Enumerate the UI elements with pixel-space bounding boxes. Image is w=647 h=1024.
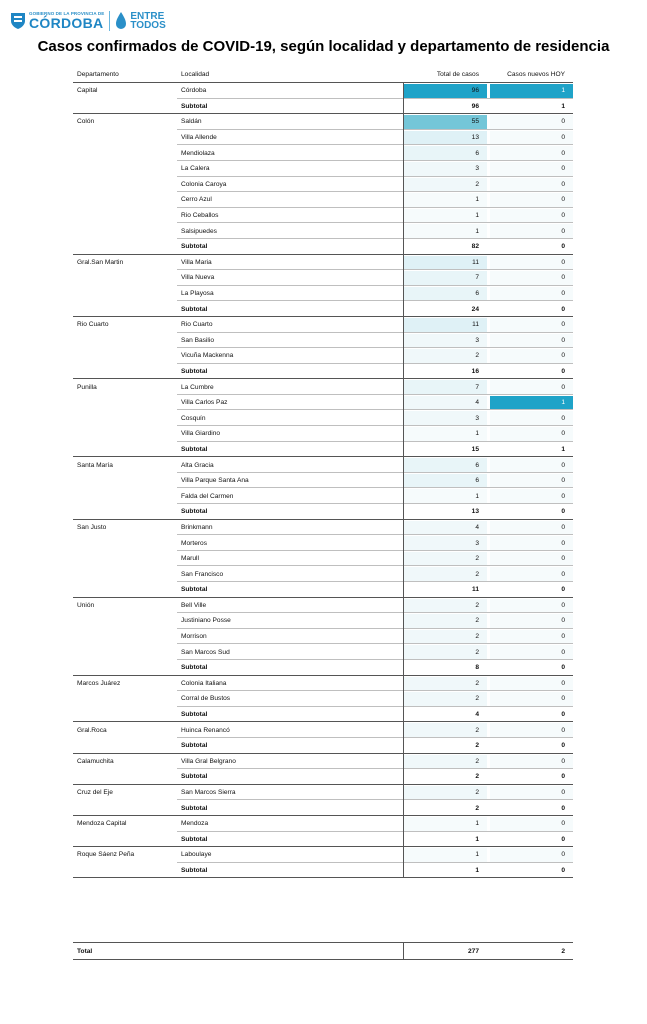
- new-cases: 0: [561, 477, 565, 485]
- page-title: Casos confirmados de COVID-19, según localidad y departamento de residencia: [37, 38, 610, 55]
- subtotal-new: 0: [561, 367, 565, 375]
- department-name: Rio Cuarto: [77, 321, 109, 329]
- table-row: [73, 691, 573, 707]
- subtotal-label: Subtotal: [181, 102, 208, 110]
- table-row: [73, 333, 573, 349]
- header: [10, 8, 166, 34]
- locality-name: Mendiolaza: [181, 149, 215, 157]
- new-cases: 0: [561, 165, 565, 173]
- subtotal-total: 96: [471, 102, 479, 110]
- total-cases: 2: [475, 648, 479, 656]
- total-cases: 1: [475, 430, 479, 438]
- subtotal-row: [73, 504, 573, 520]
- locality-name: Villa Giardino: [181, 430, 221, 438]
- locality-name: Rio Ceballos: [181, 212, 219, 220]
- locality-name: Villa Carlos Paz: [181, 399, 228, 407]
- locality-name: Laboulaye: [181, 851, 212, 859]
- total-cases: 2: [475, 570, 479, 578]
- new-cases: 0: [561, 820, 565, 828]
- new-cases: 0: [561, 430, 565, 438]
- new-cases: 0: [561, 290, 565, 298]
- table-row: [73, 270, 573, 286]
- new-cases: 0: [561, 695, 565, 703]
- locality-name: Vicuña Mackenna: [181, 352, 234, 360]
- subtotal-new: 0: [561, 773, 565, 781]
- new-cases: 0: [561, 633, 565, 641]
- department-name: Gral.Roca: [77, 726, 107, 734]
- subtotal-label: Subtotal: [181, 367, 208, 375]
- subtotal-total: 11: [472, 586, 479, 594]
- new-cases: 0: [561, 789, 565, 797]
- table-row: [73, 613, 573, 629]
- logo-small-text: GOBIERNO DE LA PROVINCIA DE: [29, 10, 105, 16]
- total-cases: 1: [475, 820, 479, 828]
- subtotal-new: 0: [561, 866, 565, 874]
- new-cases: 0: [561, 352, 565, 360]
- total-cases: 2: [475, 757, 479, 765]
- subtotal-row: [73, 99, 573, 115]
- locality-name: Huinca Renancó: [181, 726, 230, 734]
- subtotal-new: 0: [561, 664, 565, 672]
- subtotal-label: Subtotal: [181, 711, 208, 719]
- subtotal-total: 2: [475, 804, 479, 812]
- locality-name: Colonia Italiana: [181, 679, 227, 687]
- table-row: [73, 177, 573, 193]
- locality-name: La Playosa: [181, 290, 214, 298]
- total-cases: 3: [475, 539, 479, 547]
- locality-name: Morrison: [181, 633, 207, 641]
- subtotal-row: [73, 582, 573, 598]
- subtotal-total: 2: [475, 742, 479, 750]
- table-row: [73, 410, 573, 426]
- table-row: [73, 457, 573, 473]
- department-name: Mendoza Capital: [77, 820, 127, 828]
- drop-icon: [115, 11, 127, 31]
- locality-name: Saldán: [181, 118, 202, 126]
- new-cases: 0: [561, 196, 565, 204]
- subtotal-total: 82: [471, 243, 479, 251]
- table-row: [73, 161, 573, 177]
- locality-name: Marull: [181, 555, 199, 563]
- new-cases: 0: [561, 149, 565, 157]
- subtotal-new: 0: [561, 835, 565, 843]
- new-cases: 0: [561, 414, 565, 422]
- locality-name: Mendoza: [181, 820, 209, 828]
- table-header: [73, 67, 573, 83]
- subtotal-total: 15: [471, 445, 479, 453]
- table-row: [73, 754, 573, 770]
- new-cases: 0: [561, 227, 565, 235]
- locality-name: Falda del Carmen: [181, 492, 234, 500]
- subtotal-row: [73, 442, 573, 458]
- table-row: [73, 488, 573, 504]
- table-row: [73, 145, 573, 161]
- total-row: [73, 942, 573, 960]
- subtotal-label: Subtotal: [181, 804, 208, 812]
- cases-table: [73, 67, 573, 878]
- new-cases: 0: [561, 617, 565, 625]
- total-cases: 1: [475, 212, 479, 220]
- subtotal-row: [73, 364, 573, 380]
- department-name: Roque Sáenz Peña: [77, 851, 135, 859]
- new-cases: 0: [561, 274, 565, 282]
- subtotal-label: Subtotal: [181, 773, 208, 781]
- table-row: [73, 286, 573, 302]
- total-cases: 6: [475, 149, 479, 157]
- total-cases: 2: [475, 555, 479, 563]
- new-cases: 0: [561, 118, 565, 126]
- subtotal-new: 0: [561, 711, 565, 719]
- table-row: [73, 676, 573, 692]
- table-row: [73, 551, 573, 567]
- department-name: Santa María: [77, 461, 113, 469]
- logo-divider: [109, 11, 110, 31]
- subtotal-row: [73, 239, 573, 255]
- new-cases: 0: [561, 679, 565, 687]
- table-row: [73, 644, 573, 660]
- subtotal-new: 1: [561, 102, 565, 110]
- total-cases: 3: [475, 414, 479, 422]
- total-cases: 6: [475, 477, 479, 485]
- new-cases: 0: [561, 570, 565, 578]
- locality-name: Cerro Azul: [181, 196, 212, 204]
- header-departamento: Departamento: [77, 71, 119, 78]
- total-cases: 4: [475, 523, 479, 531]
- table-row: [73, 130, 573, 146]
- subtotal-total: 16: [471, 367, 479, 375]
- locality-name: San Francisco: [181, 570, 224, 578]
- new-cases: 0: [561, 180, 565, 188]
- subtotal-label: Subtotal: [181, 445, 208, 453]
- locality-name: Corral de Bustos: [181, 695, 231, 703]
- table-row: [73, 83, 573, 99]
- subtotal-row: [73, 660, 573, 676]
- subtotal-row: [73, 769, 573, 785]
- new-cases: 0: [561, 336, 565, 344]
- subtotal-total: 24: [471, 305, 479, 313]
- subtotal-label: Subtotal: [181, 243, 208, 251]
- subtotal-label: Subtotal: [181, 835, 208, 843]
- table-row: [73, 785, 573, 801]
- table-row: [73, 114, 573, 130]
- subtotal-total: 1: [475, 835, 479, 843]
- locality-name: San Marcos Sud: [181, 648, 230, 656]
- total-cases: 2: [475, 617, 479, 625]
- total-cases: 3: [475, 336, 479, 344]
- locality-name: Salsipuedes: [181, 227, 217, 235]
- table-row: [73, 395, 573, 411]
- total-cases: 2: [475, 180, 479, 188]
- total-cases: 277: [467, 947, 479, 955]
- total-cases: 1: [475, 492, 479, 500]
- total-cases: 2: [475, 633, 479, 641]
- total-cases: 11: [472, 321, 479, 329]
- total-cases: 55: [471, 118, 479, 126]
- department-name: Marcos Juárez: [77, 679, 121, 687]
- total-cases: 3: [475, 165, 479, 173]
- subtotal-new: 0: [561, 305, 565, 313]
- entre-todos-logo: [115, 11, 165, 31]
- department-name: Cruz del Eje: [77, 789, 113, 797]
- subtotal-label: Subtotal: [181, 866, 208, 874]
- subtotal-total: 2: [475, 773, 479, 781]
- subtotal-new: 0: [561, 508, 565, 516]
- subtotal-row: [73, 863, 573, 879]
- locality-name: Villa Nueva: [181, 274, 215, 282]
- department-divider: [73, 877, 573, 878]
- shield-icon: [10, 12, 26, 30]
- new-cases: 0: [561, 461, 565, 469]
- new-cases: 0: [561, 492, 565, 500]
- new-cases: 0: [561, 212, 565, 220]
- table-row: [73, 473, 573, 489]
- table-row: [73, 535, 573, 551]
- new-cases: 0: [561, 648, 565, 656]
- department-name: Colón: [77, 118, 95, 126]
- locality-name: San Marcos Sierra: [181, 789, 236, 797]
- new-cases: 0: [561, 383, 565, 391]
- locality-name: Justiniano Posse: [181, 617, 231, 625]
- subtotal-row: [73, 301, 573, 317]
- total-cases: 1: [475, 196, 479, 204]
- locality-name: Villa Gral Belgrano: [181, 757, 236, 765]
- cordoba-logo: [10, 12, 104, 31]
- total-cases: 6: [475, 290, 479, 298]
- table-row: [73, 379, 573, 395]
- table-row: [73, 847, 573, 863]
- total-cases: 7: [475, 274, 479, 282]
- total-cases: 2: [475, 352, 479, 360]
- subtotal-total: 8: [475, 664, 479, 672]
- total-cases: 6: [475, 461, 479, 469]
- new-cases: 1: [561, 399, 565, 407]
- table-row: [73, 348, 573, 364]
- new-cases: 0: [561, 601, 565, 609]
- department-name: Unión: [77, 601, 95, 609]
- subtotal-label: Subtotal: [181, 586, 208, 594]
- subtotal-new: 0: [561, 243, 565, 251]
- locality-name: Rio Cuarto: [181, 321, 213, 329]
- department-name: Gral.San Martin: [77, 258, 124, 266]
- locality-name: Villa Parque Santa Ana: [181, 477, 249, 485]
- new-cases: 0: [561, 726, 565, 734]
- locality-name: La Cumbre: [181, 383, 214, 391]
- total-cases: 1: [475, 227, 479, 235]
- total-cases: 4: [475, 399, 479, 407]
- table-row: [73, 317, 573, 333]
- locality-name: Cosquín: [181, 414, 206, 422]
- total-cases: 13: [471, 134, 479, 142]
- locality-name: Brinkmann: [181, 523, 213, 531]
- new-cases: 1: [561, 87, 565, 95]
- table-row: [73, 223, 573, 239]
- department-name: Capital: [77, 87, 98, 95]
- total-cases: 1: [475, 851, 479, 859]
- total-cases: 7: [475, 383, 479, 391]
- locality-name: Colonia Caroya: [181, 180, 227, 188]
- table-row: [73, 192, 573, 208]
- locality-name: Bell Ville: [181, 601, 207, 609]
- locality-name: Villa Allende: [181, 134, 217, 142]
- total-label: Total: [77, 947, 93, 955]
- table-row: [73, 255, 573, 271]
- subtotal-total: 1: [475, 866, 479, 874]
- subtotal-new: 0: [561, 742, 565, 750]
- new-cases: 0: [561, 555, 565, 563]
- locality-name: La Calera: [181, 165, 210, 173]
- header-total: Total de casos: [436, 71, 479, 78]
- total-cases: 2: [475, 726, 479, 734]
- subtotal-new: 0: [561, 586, 565, 594]
- new-cases: 0: [561, 851, 565, 859]
- subtotal-row: [73, 800, 573, 816]
- new-cases: 0: [561, 757, 565, 765]
- locality-name: San Basilio: [181, 336, 214, 344]
- new-cases: 0: [561, 321, 565, 329]
- total-cases: 2: [475, 695, 479, 703]
- total-cases: 2: [475, 679, 479, 687]
- table-row: [73, 520, 573, 536]
- subtotal-total: 4: [475, 711, 479, 719]
- new-cases: 0: [561, 258, 565, 266]
- table-row: [73, 208, 573, 224]
- slogan-line-1: ENTRE: [130, 10, 165, 22]
- department-name: San Justo: [77, 523, 107, 531]
- subtotal-row: [73, 738, 573, 754]
- header-localidad: Localidad: [181, 71, 210, 78]
- subtotal-new: 0: [561, 804, 565, 812]
- locality-name: Villa Maria: [181, 258, 212, 266]
- new-cases: 0: [561, 539, 565, 547]
- new-cases: 0: [561, 523, 565, 531]
- table-row: [73, 816, 573, 832]
- slogan-line-2: TODOS: [130, 20, 166, 31]
- subtotal-label: Subtotal: [181, 742, 208, 750]
- total-cases: 2: [475, 789, 479, 797]
- subtotal-label: Subtotal: [181, 305, 208, 313]
- new-cases: 0: [561, 134, 565, 142]
- subtotal-label: Subtotal: [181, 664, 208, 672]
- table-body: [73, 83, 573, 878]
- table-row: [73, 629, 573, 645]
- subtotal-row: [73, 832, 573, 848]
- logo-big-text: CÓRDOBA: [29, 15, 104, 32]
- table-row: [73, 598, 573, 614]
- subtotal-new: 1: [561, 445, 565, 453]
- subtotal-row: [73, 707, 573, 723]
- locality-name: Morteros: [181, 539, 208, 547]
- department-name: Calamuchita: [77, 757, 114, 765]
- subtotal-total: 13: [471, 508, 479, 516]
- department-name: Punilla: [77, 383, 97, 391]
- table-row: [73, 566, 573, 582]
- locality-name: Alta Gracia: [181, 461, 214, 469]
- table-row: [73, 426, 573, 442]
- total-cases: 11: [472, 258, 479, 266]
- column-divider: [403, 82, 404, 878]
- total-new: 2: [561, 947, 565, 955]
- total-cases: 96: [471, 87, 479, 95]
- total-cases: 2: [475, 601, 479, 609]
- table-row: [73, 722, 573, 738]
- subtotal-label: Subtotal: [181, 508, 208, 516]
- header-nuevos: Casos nuevos HOY: [507, 71, 565, 78]
- locality-name: Córdoba: [181, 87, 207, 95]
